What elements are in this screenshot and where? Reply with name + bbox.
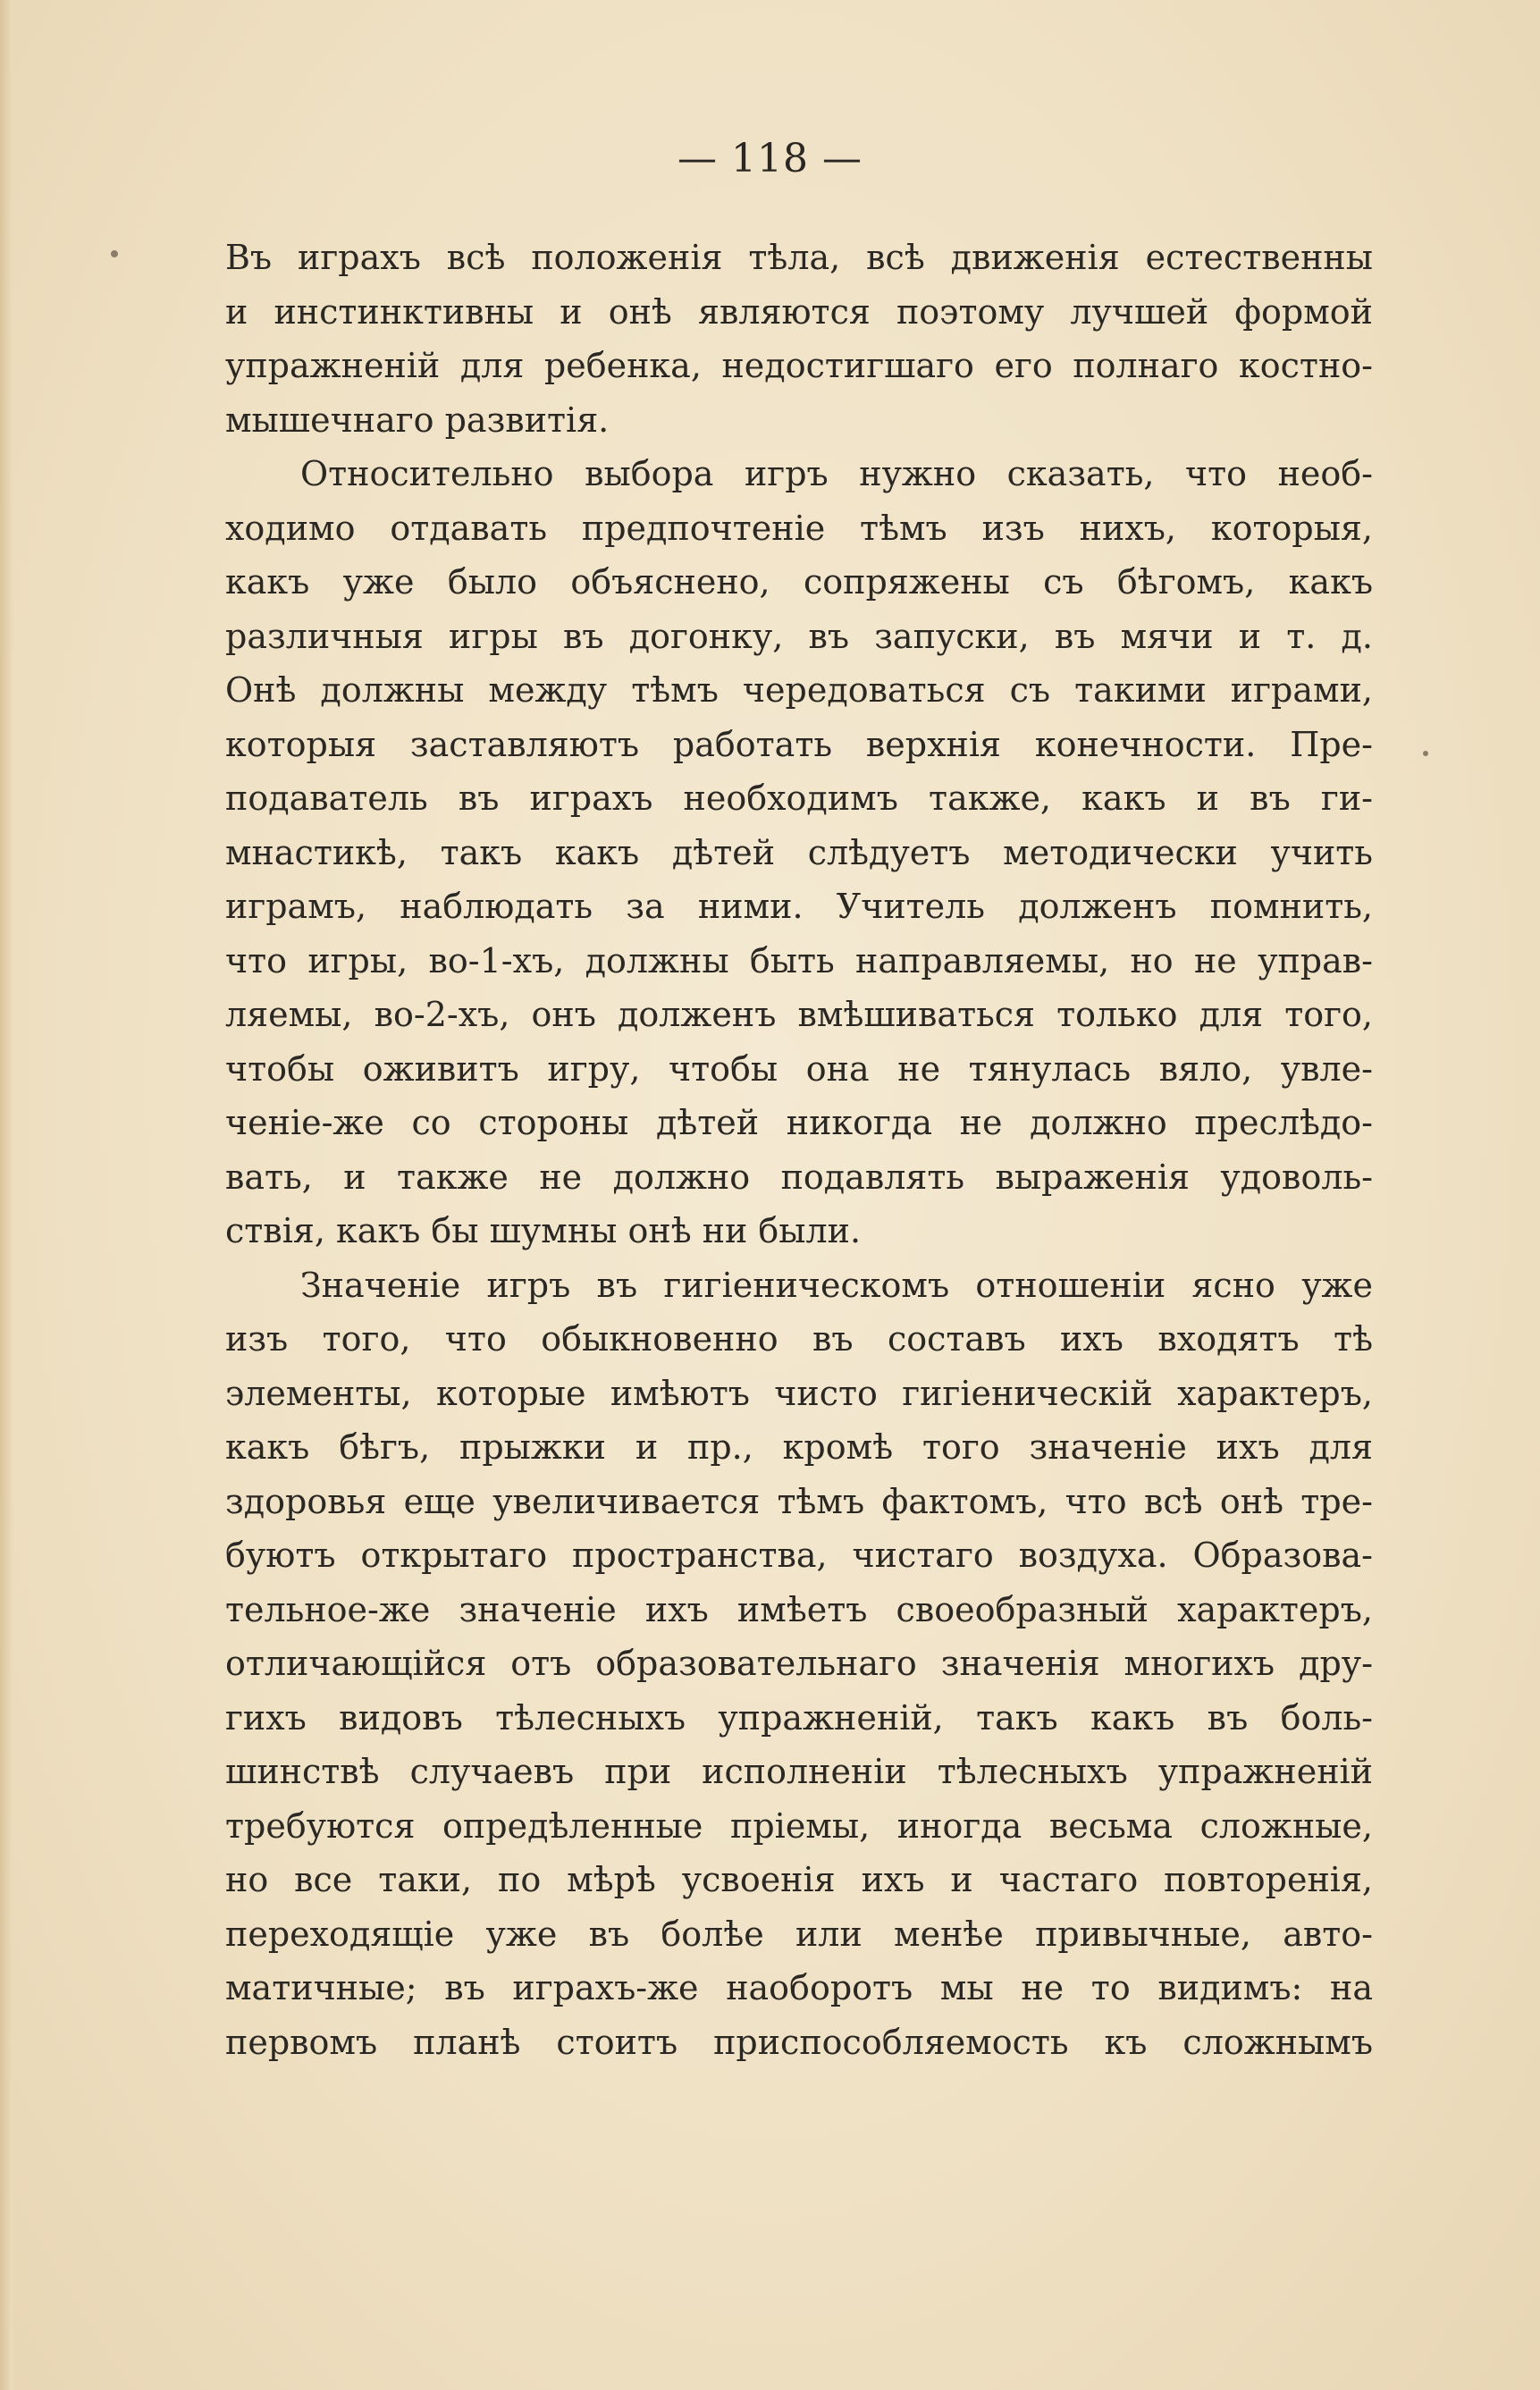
text-line: чтобы оживитъ игру, чтобы она не тянулась вяло, увле-	[225, 1048, 1373, 1089]
page-number: — 118 —	[677, 136, 863, 181]
text-line: первомъ планѣ стоитъ приспособляемость къ сложнымъ	[225, 2022, 1373, 2062]
text-line: играмъ, наблюдать за ними. Учитель долженъ помнить,	[225, 887, 1373, 926]
text-line: ствія, какъ бы шумны онѣ ни были.	[225, 1211, 862, 1250]
text-line: какъ уже было объяснено, сопряжены съ бѣгомъ, какъ	[225, 562, 1373, 602]
text-line: матичные; въ играхъ-же наоборотъ мы не то видимъ: на	[225, 1968, 1373, 2007]
text-line: упражненій для ребенка, недостигшаго его полнаго костно-	[225, 346, 1373, 385]
body-text	[225, 231, 1373, 2069]
page-binding-edge	[0, 0, 13, 2390]
text-line: Онѣ должны между тѣмъ чередоваться съ такими играми,	[225, 670, 1373, 710]
paper-speck	[1423, 751, 1428, 756]
text-line: различныя игры въ догонку, въ запуски, въ мячи и т. д.	[225, 616, 1373, 656]
text-line: мышечнаго развитія.	[225, 400, 610, 440]
text-line: ляемы, во-2-хъ, онъ долженъ вмѣшиваться только для того,	[225, 995, 1373, 1034]
text-line: изъ того, что обыкновенно въ составъ ихъ входятъ тѣ	[225, 1319, 1373, 1359]
text-line: которыя заставляютъ работать верхнія конечности. Пре-	[225, 724, 1373, 764]
text-line: но все таки, по мѣрѣ усвоенія ихъ и частаго повторенія,	[225, 1860, 1373, 1899]
text-line: ходимо отдавать предпочтеніе тѣмъ изъ нихъ, которыя,	[225, 508, 1373, 548]
text-line: тельное-же значеніе ихъ имѣетъ своеобразный характеръ,	[225, 1589, 1373, 1629]
text-line: мнастикѣ, такъ какъ дѣтей слѣдуетъ методически учить	[225, 832, 1373, 872]
text-line: буютъ открытаго пространства, чистаго воздуха. Образова-	[225, 1536, 1373, 1575]
text-line: ченіе-же со стороны дѣтей никогда не должно преслѣдо-	[225, 1103, 1373, 1142]
text-line: отличающійся отъ образовательнаго значенія многихъ дру-	[225, 1644, 1373, 1683]
text-line: гихъ видовъ тѣлесныхъ упражненій, такъ какъ въ боль-	[225, 1697, 1373, 1738]
text-line: Относительно выбора игръ нужно сказать, что необ-	[300, 454, 1373, 493]
text-line: требуются опредѣленные пріемы, иногда весьма сложные,	[225, 1805, 1373, 1846]
text-line: какъ бѣгъ, прыжки и пр., кромѣ того значеніе ихъ для	[225, 1427, 1373, 1467]
text-line: элементы, которые имѣютъ чисто гигіеническій характеръ,	[225, 1373, 1373, 1413]
text-line: здоровья еще увеличивается тѣмъ фактомъ, что всѣ онѣ тре-	[225, 1481, 1373, 1521]
paper-speck	[111, 250, 118, 257]
text-line: шинствѣ случаевъ при исполненіи тѣлесныхъ упражненій	[225, 1752, 1373, 1791]
text-line: переходящіе уже въ болѣе или менѣе привычные, авто-	[225, 1914, 1373, 1954]
text-line: вать, и также не должно подавлять выраженія удоволь-	[225, 1157, 1373, 1197]
text-line: что игры, во-1-хъ, должны быть направляемы, но не управ-	[225, 940, 1373, 980]
text-line: Въ играхъ всѣ положенія тѣла, всѣ движенія естественны	[225, 238, 1373, 277]
text-line: Значеніе игръ въ гигіеническомъ отношеніи ясно уже	[300, 1265, 1373, 1305]
text-line: и инстинктивны и онѣ являются поэтому лучшей формой	[225, 291, 1373, 332]
text-line: подаватель въ играхъ необходимъ также, какъ и въ ги-	[225, 778, 1373, 818]
